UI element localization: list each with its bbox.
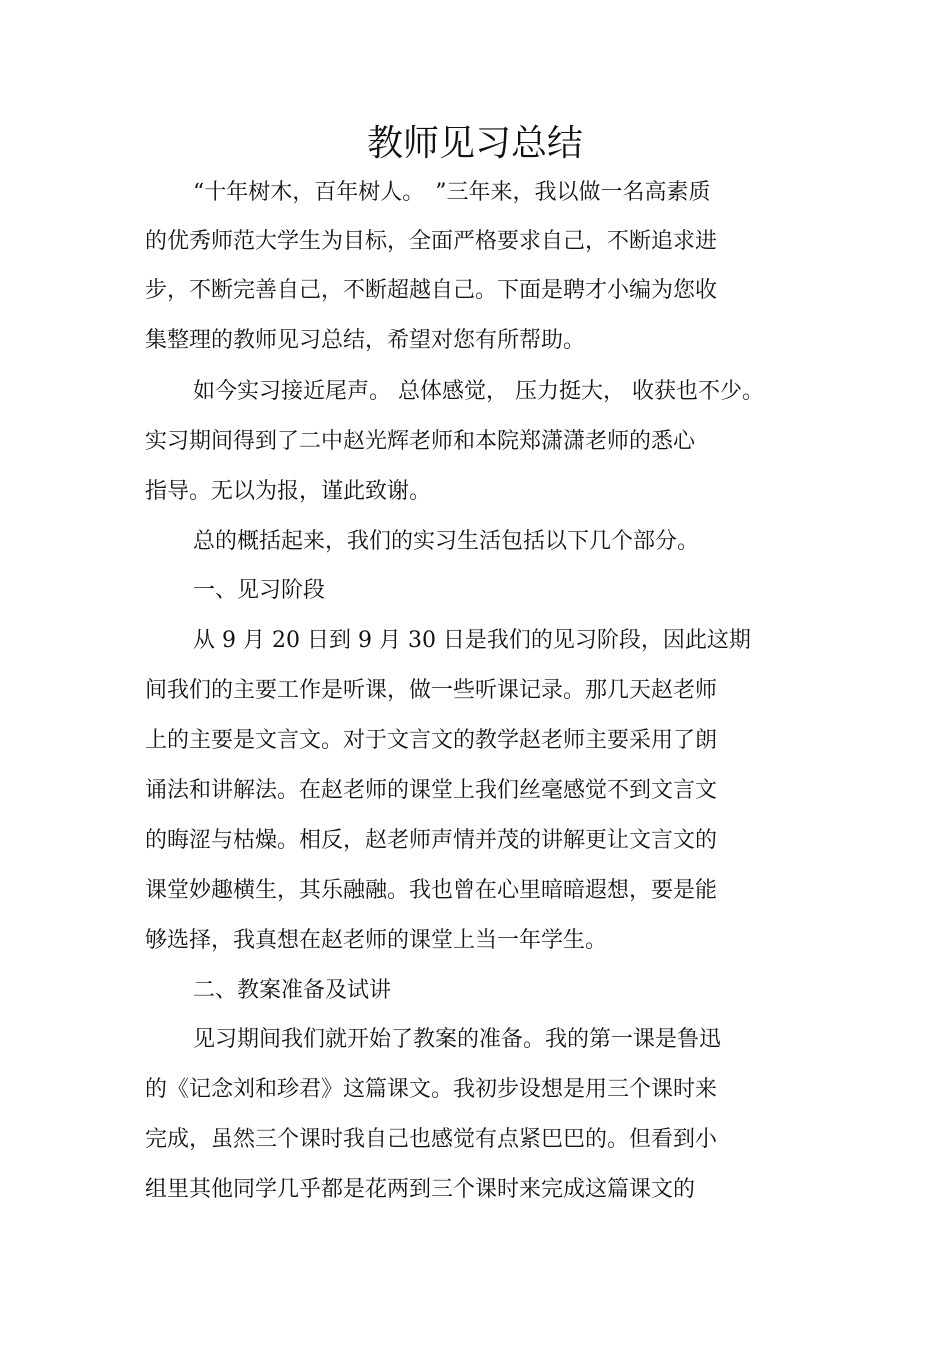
body-line: “十年树木，百年树人。 ”三年来，我以做一名高素质 — [193, 180, 711, 205]
body-line: 的晦涩与枯燥。相反，赵老师声情并茂的讲解更让文言文的 — [145, 828, 718, 853]
body-line: 诵法和讲解法。在赵老师的课堂上我们丝毫感觉不到文言文 — [145, 778, 718, 803]
body-line: 够选择，我真想在赵老师的课堂上当一年学生。 — [145, 928, 608, 953]
body-line: 课堂妙趣横生，其乐融融。我也曾在心里暗暗遐想，要是能 — [145, 878, 718, 903]
body-line: 完成，虽然三个课时我自己也感觉有点紧巴巴的。但看到小 — [145, 1127, 718, 1152]
body-line: 总的概括起来，我们的实习生活包括以下几个部分。 — [193, 529, 700, 554]
document-title: 教师见习总结 — [366, 123, 583, 164]
body-line: 间我们的主要工作是听课，做一些听课记录。那几天赵老师 — [145, 678, 718, 703]
body-line: 实习期间得到了二中赵光辉老师和本院郑潇潇老师的悉心 — [145, 429, 696, 454]
body-line: 见习期间我们就开始了教案的准备。我的第一课是鲁迅 — [193, 1027, 722, 1052]
section-heading: 一、见习阶段 — [193, 578, 326, 603]
body-line: 集整理的教师见习总结，希望对您有所帮助。 — [145, 328, 586, 353]
body-line: 从 9 月 20 日到 9 月 30 日是我们的见习阶段，因此这期 — [193, 628, 751, 653]
body-line: 如今实习接近尾声。 总体感觉， 压力挺大， 收获也不少。 — [193, 379, 764, 404]
body-line: 组里其他同学几乎都是花两到三个课时来完成这篇课文的 — [145, 1177, 696, 1202]
body-line: 指导。无以为报，谨此致谢。 — [145, 479, 432, 504]
body-line: 步，不断完善自己，不断超越自己。下面是聘才小编为您收 — [145, 278, 718, 303]
body-line: 的优秀师范大学生为目标，全面严格要求自己，不断追求进 — [145, 229, 718, 254]
body-line: 上的主要是文言文。对于文言文的教学赵老师主要采用了朗 — [145, 728, 718, 753]
body-line: 的《记念刘和珍君》这篇课文。我初步设想是用三个课时来 — [145, 1077, 718, 1102]
section-heading: 二、教案准备及试讲 — [193, 978, 392, 1003]
